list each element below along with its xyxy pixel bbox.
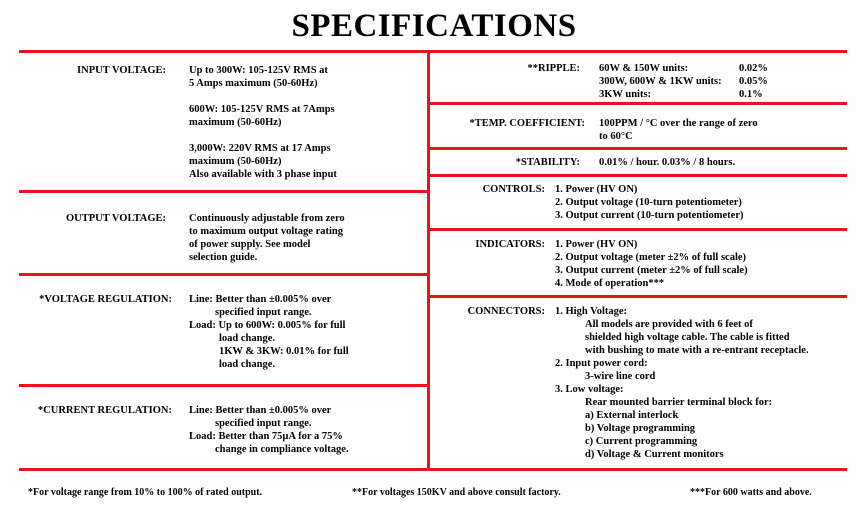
text-line: Line: Better than ±0.005% over [189, 405, 332, 416]
text-line: load change. [219, 333, 276, 344]
ripple-row [599, 75, 768, 88]
text-line: c) Current programming [585, 436, 698, 447]
text-line: d) Voltage & Current monitors [585, 449, 724, 460]
list-item: 2. Input power cord: [555, 358, 648, 369]
rule-vertical [427, 52, 430, 470]
rule-left-1 [19, 190, 429, 193]
ripple-row [599, 88, 768, 101]
rule-bottom [19, 468, 847, 471]
connectors-label: CONNECTORS: [467, 306, 545, 317]
text-line: selection guide. [189, 252, 258, 263]
list-item: 2. Output voltage (meter ±2% of full scale) [555, 252, 747, 263]
rule-left-3 [19, 384, 429, 387]
rule-right-5 [428, 295, 847, 298]
text-line: load change. [219, 359, 276, 370]
text-line: Continuously adjustable from zero [189, 213, 345, 224]
list-item: 1. Power (HV ON) [555, 184, 638, 195]
footnote-1: *For voltage range from 10% to 100% of rated output. [28, 487, 263, 498]
text-line: maximum (50-60Hz) [189, 156, 282, 167]
text-line: to 60°C [599, 131, 633, 142]
list-item: 4. Mode of operation*** [555, 278, 665, 289]
controls-list [555, 183, 743, 222]
rule-right-1 [428, 102, 847, 105]
text-line: 3-wire line cord [585, 371, 656, 382]
list-item: 3. Output current (10-turn potentiometer) [555, 210, 744, 221]
footnote-3: ***For 600 watts and above. [690, 487, 812, 498]
text-line: 100PPM / °C over the range of zero [599, 118, 758, 129]
temp-coefficient-label: *TEMP. COEFFICIENT: [469, 118, 585, 129]
text-line: 600W: 105-125V RMS at 7Amps [189, 104, 335, 115]
text-line: 1KW & 3KW: 0.01% for full [219, 346, 349, 357]
text-line: Line: Better than ±0.005% over [189, 294, 332, 305]
list-item: 1. High Voltage: [555, 306, 628, 317]
rule-top [19, 50, 847, 53]
list-item: 2. Output voltage (10-turn potentiometer) [555, 197, 742, 208]
list-item: 3. Low voltage: [555, 384, 624, 395]
text-line: a) External interlock [585, 410, 679, 421]
text-line: Also available with 3 phase input [189, 169, 337, 180]
text-line: b) Voltage programming [585, 423, 696, 434]
voltage-regulation-text [189, 293, 349, 371]
current-regulation-label: *CURRENT REGULATION: [37, 405, 172, 416]
ripple-units: 60W & 150W units: [599, 63, 689, 74]
text-line: with bushing to mate with a re-entrant receptacle. [585, 345, 809, 356]
text-line: Load: Up to 600W: 0.005% for full [189, 320, 346, 331]
rule-right-4 [428, 228, 847, 231]
text-line: Load: Better than 75µA for a 75% [189, 431, 343, 442]
text-line: of power supply. See model [189, 239, 311, 250]
text-line: 3,000W: 220V RMS at 17 Amps [189, 143, 331, 154]
ripple-table [599, 62, 768, 101]
input-voltage-text [189, 64, 337, 181]
connectors-list [555, 305, 809, 461]
footnote-2: **For voltages 150KV and above consult factory. [352, 487, 561, 498]
text-line: shielded high voltage cable. The cable is fitted [585, 332, 790, 343]
ripple-units: 300W, 600W & 1KW units: [599, 76, 722, 87]
ripple-units: 3KW units: [599, 89, 652, 100]
text-line: change in compliance voltage. [215, 444, 349, 455]
ripple-value: 0.05% [739, 76, 768, 87]
text-line: All models are provided with 6 feet of [585, 319, 753, 330]
voltage-regulation-label: *VOLTAGE REGULATION: [39, 294, 172, 305]
current-regulation-text [189, 404, 349, 456]
output-voltage-label: OUTPUT VOLTAGE: [65, 213, 166, 224]
stability-label: *STABILITY: [515, 157, 580, 168]
controls-label: CONTROLS: [482, 184, 545, 195]
ripple-row [599, 62, 768, 75]
text-line: Up to 300W: 105-125V RMS at [189, 65, 328, 76]
temp-coefficient-text [599, 117, 758, 143]
list-item: 1. Power (HV ON) [555, 239, 638, 250]
output-voltage-text [189, 212, 345, 264]
text-line: specified input range. [215, 307, 312, 318]
rule-right-3 [428, 174, 847, 177]
list-item: 3. Output current (meter ±2% of full scale) [555, 265, 748, 276]
page-title: SPECIFICATIONS [291, 8, 577, 44]
text-line: 5 Amps maximum (50-60Hz) [189, 78, 318, 89]
rule-left-2 [19, 273, 429, 276]
indicators-label: INDICATORS: [475, 239, 545, 250]
stability-value: 0.01% / hour. 0.03% / 8 hours. [599, 157, 736, 168]
input-voltage-label: INPUT VOLTAGE: [77, 65, 166, 76]
rule-right-2 [428, 147, 847, 150]
text-line: Rear mounted barrier terminal block for: [585, 397, 773, 408]
indicators-list [555, 238, 748, 290]
ripple-value: 0.1% [739, 89, 763, 100]
ripple-value: 0.02% [739, 63, 768, 74]
ripple-label: **RIPPLE: [527, 63, 580, 74]
text-line: to maximum output voltage rating [189, 226, 343, 237]
text-line: specified input range. [215, 418, 312, 429]
text-line: maximum (50-60Hz) [189, 117, 282, 128]
